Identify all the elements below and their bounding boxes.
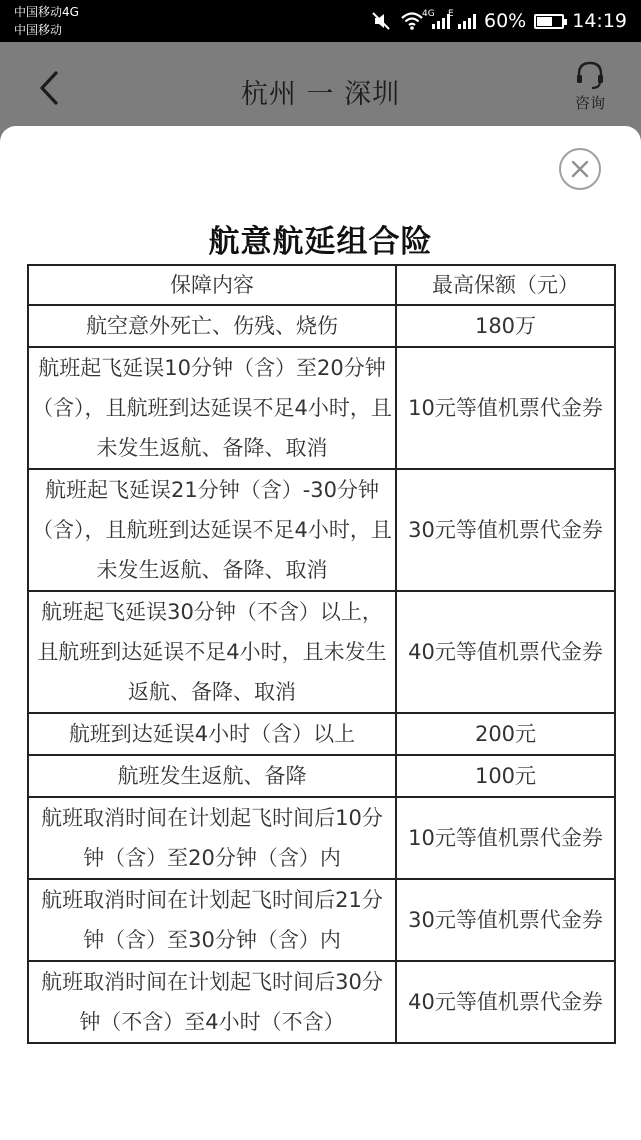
amount-cell: 10元等值机票代金券 xyxy=(396,797,615,879)
column-header-max-amount: 最高保额（元） xyxy=(396,265,615,305)
carrier-label-2: 中国移动 xyxy=(14,23,63,37)
amount-cell: 10元等值机票代金券 xyxy=(396,347,615,469)
insurance-title: 航意航延组合险 xyxy=(208,224,433,260)
amount-cell: 180万 xyxy=(396,305,615,347)
table-row xyxy=(28,305,615,347)
amount-cell: 30元等值机票代金券 xyxy=(396,879,615,961)
coverage-cell: 航班起飞延误30分钟（不含）以上，且航班到达延误不足4小时，且未发生返航、备降、取消 xyxy=(28,591,396,713)
insurance-sheet xyxy=(0,126,641,1140)
coverage-cell: 航班取消时间在计划起飞时间后30分钟（不含）至4小时（不含） xyxy=(28,961,396,1043)
table-row xyxy=(28,591,615,713)
wifi-icon xyxy=(400,11,424,31)
consult-button[interactable] xyxy=(565,60,615,116)
table-row xyxy=(28,469,615,591)
carrier-label-1: 中国移动4G xyxy=(14,5,79,19)
amount-cell: 200元 xyxy=(396,713,615,755)
amount-cell: 40元等值机票代金券 xyxy=(396,961,615,1043)
consult-label: 咨询 xyxy=(574,94,605,112)
table-row xyxy=(28,879,615,961)
table-header-row xyxy=(28,265,615,305)
coverage-table xyxy=(27,264,616,1044)
table-row xyxy=(28,755,615,797)
close-button[interactable] xyxy=(559,148,601,190)
coverage-cell: 航空意外死亡、伤残、烧伤 xyxy=(28,305,396,347)
amount-cell: 30元等值机票代金券 xyxy=(396,469,615,591)
table-row xyxy=(28,713,615,755)
coverage-cell: 航班到达延误4小时（含）以上 xyxy=(28,713,396,755)
coverage-cell: 航班起飞延误21分钟（含）-30分钟（含），且航班到达延误不足4小时，且未发生返航、备降、取消 xyxy=(28,469,396,591)
route-title: 杭州 一 深圳 xyxy=(240,79,401,110)
coverage-cell: 航班发生返航、备降 xyxy=(28,755,396,797)
close-icon xyxy=(571,160,589,178)
network-label-1: 4G xyxy=(422,9,435,19)
signal-icon-2 xyxy=(448,9,476,29)
status-bar xyxy=(0,0,641,42)
battery-icon xyxy=(534,14,564,29)
headset-icon xyxy=(574,60,606,90)
clock-time: 14:19 xyxy=(572,10,627,32)
amount-cell: 100元 xyxy=(396,755,615,797)
coverage-cell: 航班取消时间在计划起飞时间后10分钟（含）至20分钟（含）内 xyxy=(28,797,396,879)
mute-icon xyxy=(370,10,392,32)
amount-cell: 40元等值机票代金券 xyxy=(396,591,615,713)
column-header-coverage: 保障内容 xyxy=(28,265,396,305)
coverage-cell: 航班取消时间在计划起飞时间后21分钟（含）至30分钟（含）内 xyxy=(28,879,396,961)
table-row xyxy=(28,797,615,879)
table-row xyxy=(28,961,615,1043)
battery-percent: 60% xyxy=(484,10,527,32)
network-label-2: E xyxy=(448,9,454,19)
coverage-cell: 航班起飞延误10分钟（含）至20分钟（含），且航班到达延误不足4小时，且未发生返航、备降、取消 xyxy=(28,347,396,469)
nav-header xyxy=(0,42,641,138)
table-row xyxy=(28,347,615,469)
status-indicators xyxy=(370,0,627,42)
